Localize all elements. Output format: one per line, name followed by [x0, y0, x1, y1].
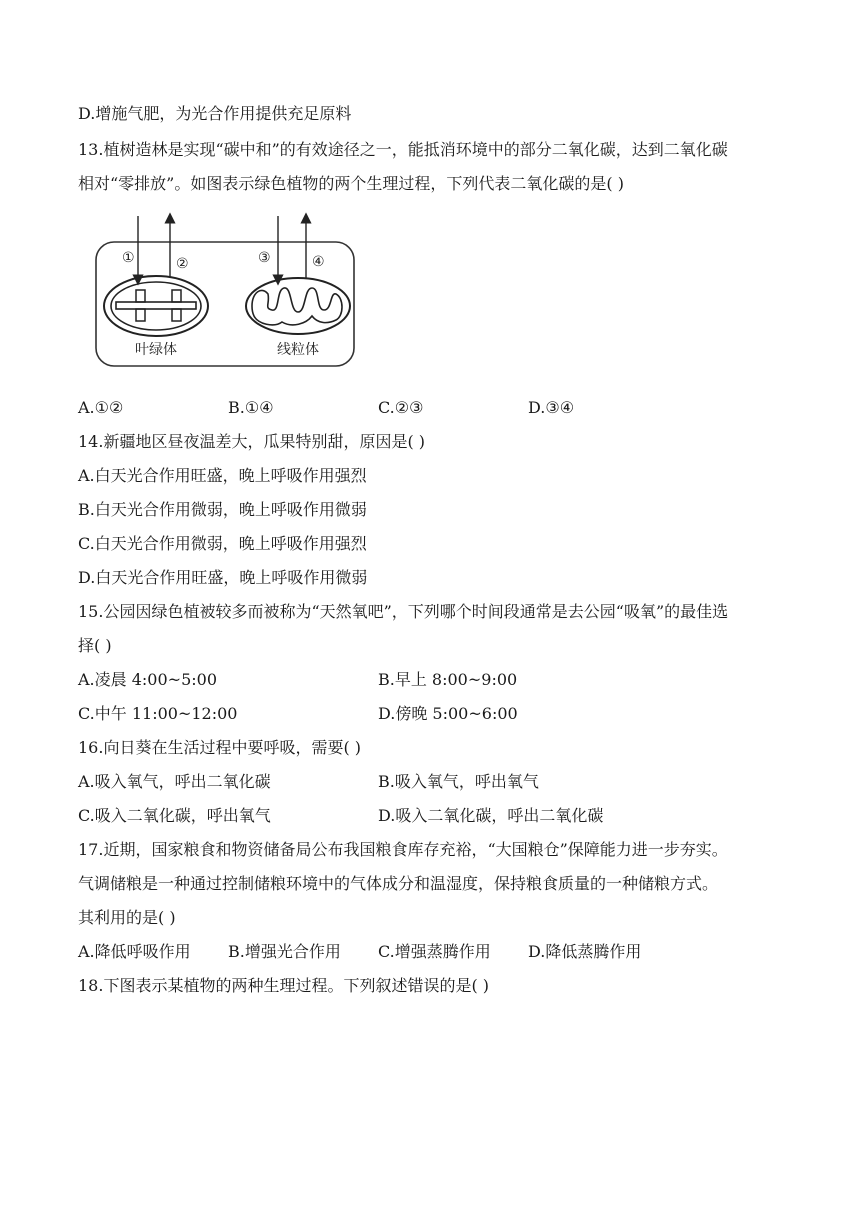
chloroplast-label: 叶绿体	[135, 342, 177, 358]
organelle-diagram	[92, 212, 358, 372]
q14-stem: 14.新疆地区昼夜温差大，瓜果特别甜，原因是( )	[78, 432, 426, 451]
q16-option-d[interactable]: D.吸入二氧化碳，呼出二氧化碳	[378, 806, 604, 825]
q16-stem: 16.向日葵在生活过程中要呼吸，需要( )	[78, 738, 362, 757]
q13-option-b[interactable]: B.①④	[228, 398, 274, 417]
q14-option-d[interactable]: D.白天光合作用旺盛，晚上呼吸作用微弱	[78, 568, 368, 587]
q17-stem-line3: 其利用的是( )	[78, 908, 176, 927]
q15-option-c[interactable]: C.中午 11:00~12:00	[78, 704, 238, 723]
q17-option-c[interactable]: C.增强蒸腾作用	[378, 942, 491, 961]
q17-stem-line2: 气调储粮是一种通过控制储粮环境中的气体成分和温湿度，保持粮食质量的一种储粮方式。	[78, 874, 719, 893]
q17-option-a[interactable]: A.降低呼吸作用	[78, 942, 191, 961]
q18-stem: 18.下图表示某植物的两种生理过程。下列叙述错误的是( )	[78, 976, 490, 995]
arrow-label-4: ④	[312, 254, 325, 270]
mitochondrion-label: 线粒体	[277, 342, 319, 358]
q15-stem-line1: 15.公园因绿色植被较多而被称为“天然氧吧”，下列哪个时间段通常是去公园“吸氧”的最佳选	[78, 602, 729, 621]
q14-option-b[interactable]: B.白天光合作用微弱，晚上呼吸作用微弱	[78, 500, 367, 519]
q16-option-b[interactable]: B.吸入氧气，呼出氧气	[378, 772, 539, 791]
q13-option-a[interactable]: A.①②	[78, 398, 124, 417]
q17-option-b[interactable]: B.增强光合作用	[228, 942, 341, 961]
q13-stem-line1: 13.植树造林是实现“碳中和”的有效途径之一，能抵消环境中的部分二氧化碳，达到二氧化碳	[78, 140, 728, 159]
q14-option-a[interactable]: A.白天光合作用旺盛，晚上呼吸作用强烈	[78, 466, 367, 485]
q13-option-d[interactable]: D.③④	[528, 398, 575, 417]
arrow-label-2: ②	[176, 256, 189, 272]
q15-option-d[interactable]: D.傍晚 5:00~6:00	[378, 704, 518, 723]
arrow-label-3: ③	[258, 250, 271, 266]
arrow-label-1: ①	[122, 250, 135, 266]
q15-option-a[interactable]: A.凌晨 4:00~5:00	[78, 670, 217, 689]
q15-stem-line2: 择( )	[78, 636, 112, 655]
q12-option-d: D.增施气肥，为光合作用提供充足原料	[78, 104, 352, 123]
chloroplast-shape	[104, 276, 208, 336]
q15-option-b[interactable]: B.早上 8:00~9:00	[378, 670, 518, 689]
mitochondrion-shape	[246, 278, 350, 334]
q13-stem-line2: 相对“零排放”。如图表示绿色植物的两个生理过程，下列代表二氧化碳的是( )	[78, 174, 624, 193]
q16-option-c[interactable]: C.吸入二氧化碳，呼出氧气	[78, 806, 271, 825]
q14-option-c[interactable]: C.白天光合作用微弱，晚上呼吸作用强烈	[78, 534, 367, 553]
q17-stem-line1: 17.近期，国家粮食和物资储备局公布我国粮食库存充裕，“大国粮仓”保障能力进一步夯实。	[78, 840, 728, 859]
q17-option-d[interactable]: D.降低蒸腾作用	[528, 942, 642, 961]
q16-option-a[interactable]: A.吸入氧气，呼出二氧化碳	[78, 772, 271, 791]
q13-option-c[interactable]: C.②③	[378, 398, 424, 417]
